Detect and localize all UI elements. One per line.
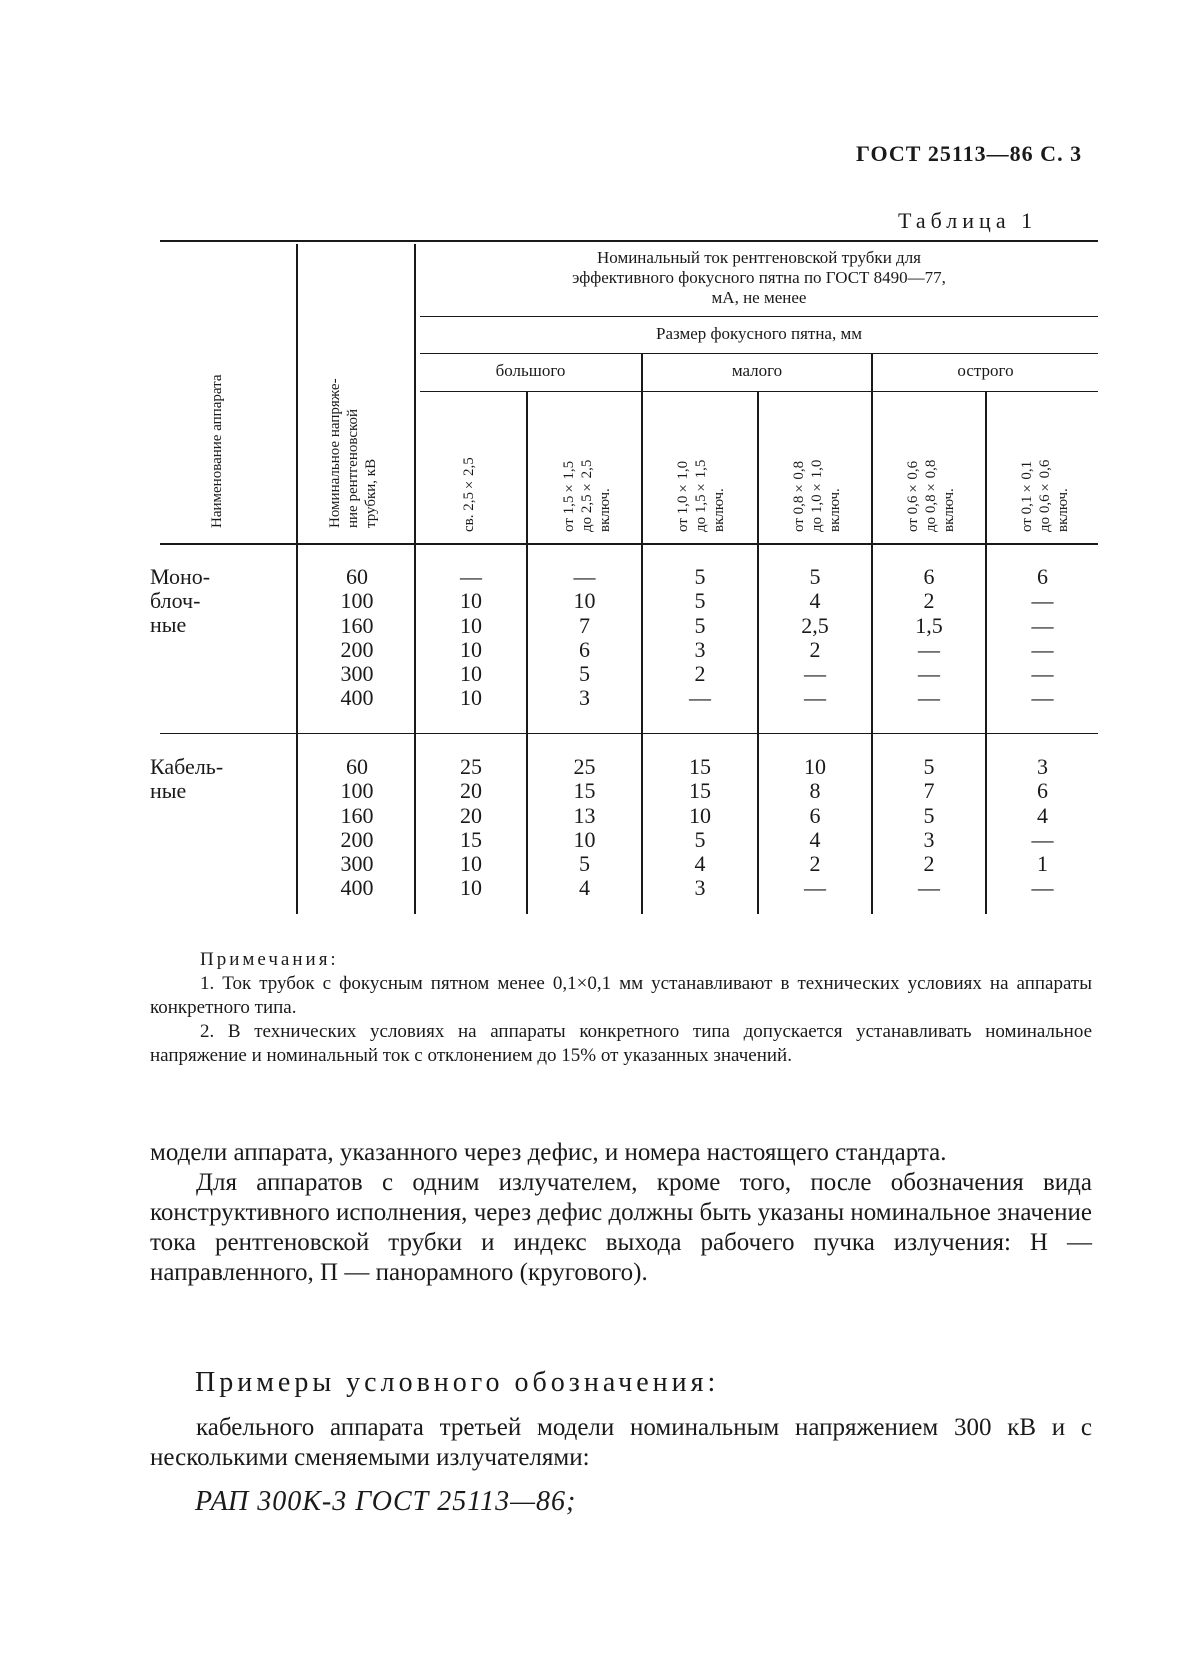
cell: — <box>804 661 826 687</box>
note-1: 1. Ток трубок с фокусным пятном менее 0,1×0,1 мм устанавливают в технических условиях на аппараты конкретного типа. <box>150 973 1092 1018</box>
cell: — <box>804 685 826 711</box>
cell: 2 <box>809 851 821 877</box>
cell: 6 <box>1037 778 1048 804</box>
cell: 3 <box>579 685 590 711</box>
cell: 400 <box>340 685 374 711</box>
value-col-2-monoblock <box>528 565 641 711</box>
cell: — <box>1031 875 1054 901</box>
spot-size-header: Размер фокусного пятна, мм <box>655 324 862 343</box>
cell: 200 <box>340 826 374 852</box>
cell: 1 <box>1037 851 1048 877</box>
cell: 2 <box>923 588 935 614</box>
cell: 7 <box>579 612 590 638</box>
cell: 5 <box>694 588 706 614</box>
cell: 10 <box>460 661 482 687</box>
cell: 200 <box>340 636 374 662</box>
cell: 6 <box>579 636 590 662</box>
cell: 10 <box>460 685 482 711</box>
body-text-block <box>150 1138 1092 1288</box>
cell: 10 <box>573 826 596 852</box>
cell: — <box>1031 661 1054 687</box>
cell: 5 <box>694 612 706 638</box>
cell: 10 <box>460 612 482 638</box>
table-notes <box>150 948 1092 1068</box>
cell: — <box>1031 612 1054 638</box>
cell: — <box>1031 685 1054 711</box>
cell: 4 <box>1037 802 1048 828</box>
cell: 60 <box>346 564 368 589</box>
cell: 3 <box>1037 754 1048 779</box>
current-header: Номинальный ток рентгеновской трубки для эффективного фокусного пятна по ГОСТ 8490—77, мА, не менее <box>572 248 946 307</box>
value-col-3-cable <box>643 755 757 901</box>
spot-group-sharp: острого <box>957 361 1014 380</box>
value-col-1-monoblock <box>416 565 526 711</box>
cell: 10 <box>460 588 482 614</box>
vline-1 <box>296 244 298 914</box>
col-header-voltage: Номинальное напряже- ние рентгеновской трубки, кВ <box>327 378 379 528</box>
cell: 4 <box>809 826 821 852</box>
cell: — <box>1031 636 1054 662</box>
cell: 100 <box>340 588 374 614</box>
cell: 6 <box>809 802 821 828</box>
value-col-1-cable <box>416 755 526 901</box>
cell: 2,5 <box>801 612 829 638</box>
value-col-6-monoblock <box>987 565 1098 711</box>
table-top-rule <box>160 240 1098 242</box>
rule-below-spot-groups <box>420 391 1098 392</box>
rule-below-spot-header <box>420 353 1098 354</box>
value-col-5-monoblock <box>873 565 985 711</box>
cell: — <box>573 564 596 589</box>
cell: 300 <box>340 851 374 877</box>
cell: — <box>918 661 940 687</box>
cell: — <box>1031 826 1054 852</box>
cell: 5 <box>579 851 590 877</box>
paragraph-1: модели аппарата, указанного через дефис, и номера настоящего стандарта. <box>150 1139 947 1166</box>
paragraph-3: кабельного аппарата третьей модели номинальным напряжением 300 кВ и с несколькими сменяемыми излучателями: <box>150 1414 1092 1471</box>
spot-col-6: от 0,1×0,1 до 0,6×0,6 включ. <box>1019 459 1071 532</box>
cell: — <box>1031 588 1054 614</box>
cell: 10 <box>573 588 596 614</box>
rule-below-current-header <box>420 316 1098 317</box>
page-header: ГОСТ 25113—86 С. 3 <box>856 141 1083 166</box>
cell: 10 <box>689 802 711 828</box>
paragraph-2: Для аппаратов с одним излучателем, кроме того, после обозначения вида конструктивного исполнения, через дефис должны быть указаны номинальное значение тока рентгеновской трубки и индекс выхода рабочего пучка излучения: Н — направленного, П — панорамного (кругового). <box>150 1169 1092 1286</box>
cell: 15 <box>689 778 711 804</box>
spot-col-5: от 0,6×0,6 до 0,8×0,8 включ. <box>905 459 957 532</box>
voltage-col-cable <box>300 755 414 901</box>
examples-title: Примеры условного обозначения: <box>195 1367 720 1398</box>
value-col-6-cable <box>987 755 1098 901</box>
cell: — <box>918 875 940 901</box>
spot-col-1: св. 2,5×2,5 <box>461 457 477 532</box>
col-header-name: Наименование аппарата <box>209 374 225 528</box>
cell: 4 <box>579 875 590 901</box>
spot-group-large: большого <box>495 361 566 380</box>
group-name-monoblock: Моно- блоч- ные <box>150 564 211 637</box>
cell: 300 <box>340 661 374 687</box>
cell: 6 <box>923 564 935 589</box>
cell: 1,5 <box>915 612 943 638</box>
value-col-2-cable <box>528 755 641 901</box>
cell: 3 <box>923 826 935 852</box>
cell: 4 <box>809 588 821 614</box>
cell: — <box>460 564 482 589</box>
example-description-block <box>150 1413 1092 1473</box>
spot-col-4: от 0,8×0,8 до 1,0×1,0 включ. <box>791 459 843 532</box>
cell: 5 <box>694 564 706 589</box>
cell: 400 <box>340 875 374 901</box>
cell: 25 <box>573 754 596 779</box>
group-name-cable: Кабель- ные <box>150 754 224 803</box>
cell: 15 <box>573 778 596 804</box>
cell: 2 <box>694 661 706 687</box>
cell: 7 <box>923 778 935 804</box>
table-caption: Таблица 1 <box>898 208 1038 233</box>
cell: 5 <box>923 802 935 828</box>
cell: — <box>689 685 711 711</box>
cell: 2 <box>809 636 821 662</box>
cell: 20 <box>460 802 482 828</box>
cell: 10 <box>804 754 826 779</box>
voltage-col-monoblock <box>300 565 414 711</box>
example-designation: РАП 300К-3 ГОСТ 25113—86; <box>195 1486 577 1517</box>
header-bottom-rule <box>160 543 1098 545</box>
cell: 60 <box>346 754 368 779</box>
value-col-5-cable <box>873 755 985 901</box>
cell: 10 <box>460 851 482 877</box>
cell: 15 <box>689 754 711 779</box>
cell: 160 <box>340 802 374 828</box>
notes-title: Примечания: <box>200 949 339 970</box>
cell: 10 <box>460 875 482 901</box>
cell: 8 <box>809 778 821 804</box>
value-col-3-monoblock <box>643 565 757 711</box>
cell: 15 <box>460 826 482 852</box>
cell: 20 <box>460 778 482 804</box>
spot-col-2: от 1,5×1,5 до 2,5×2,5 включ. <box>561 459 613 532</box>
cell: 5 <box>579 661 590 687</box>
cell: — <box>804 875 826 901</box>
cell: 10 <box>460 636 482 662</box>
cell: 5 <box>923 754 935 779</box>
cell: 3 <box>694 636 706 662</box>
cell: 5 <box>694 826 706 852</box>
cell: 4 <box>694 851 706 877</box>
cell: 3 <box>694 875 706 901</box>
cell: 13 <box>573 802 596 828</box>
spot-group-small: малого <box>731 361 783 380</box>
cell: 160 <box>340 612 374 638</box>
cell: 6 <box>1037 564 1048 589</box>
value-col-4-cable <box>759 755 871 901</box>
cell: — <box>918 685 940 711</box>
group-separator-rule <box>160 733 1098 734</box>
cell: 2 <box>923 851 935 877</box>
cell: 5 <box>809 564 821 589</box>
cell: — <box>918 636 940 662</box>
cell: 100 <box>340 778 374 804</box>
spot-col-3: от 1,0×1,0 до 1,5×1,5 включ. <box>675 459 727 532</box>
cell: 25 <box>460 754 482 779</box>
note-2: 2. В технических условиях на аппараты конкретного типа допускается устанавливать номинальное напряжение и номинальный ток с отклонением до 15% от указанных значений. <box>150 1021 1092 1066</box>
value-col-4-monoblock <box>759 565 871 711</box>
